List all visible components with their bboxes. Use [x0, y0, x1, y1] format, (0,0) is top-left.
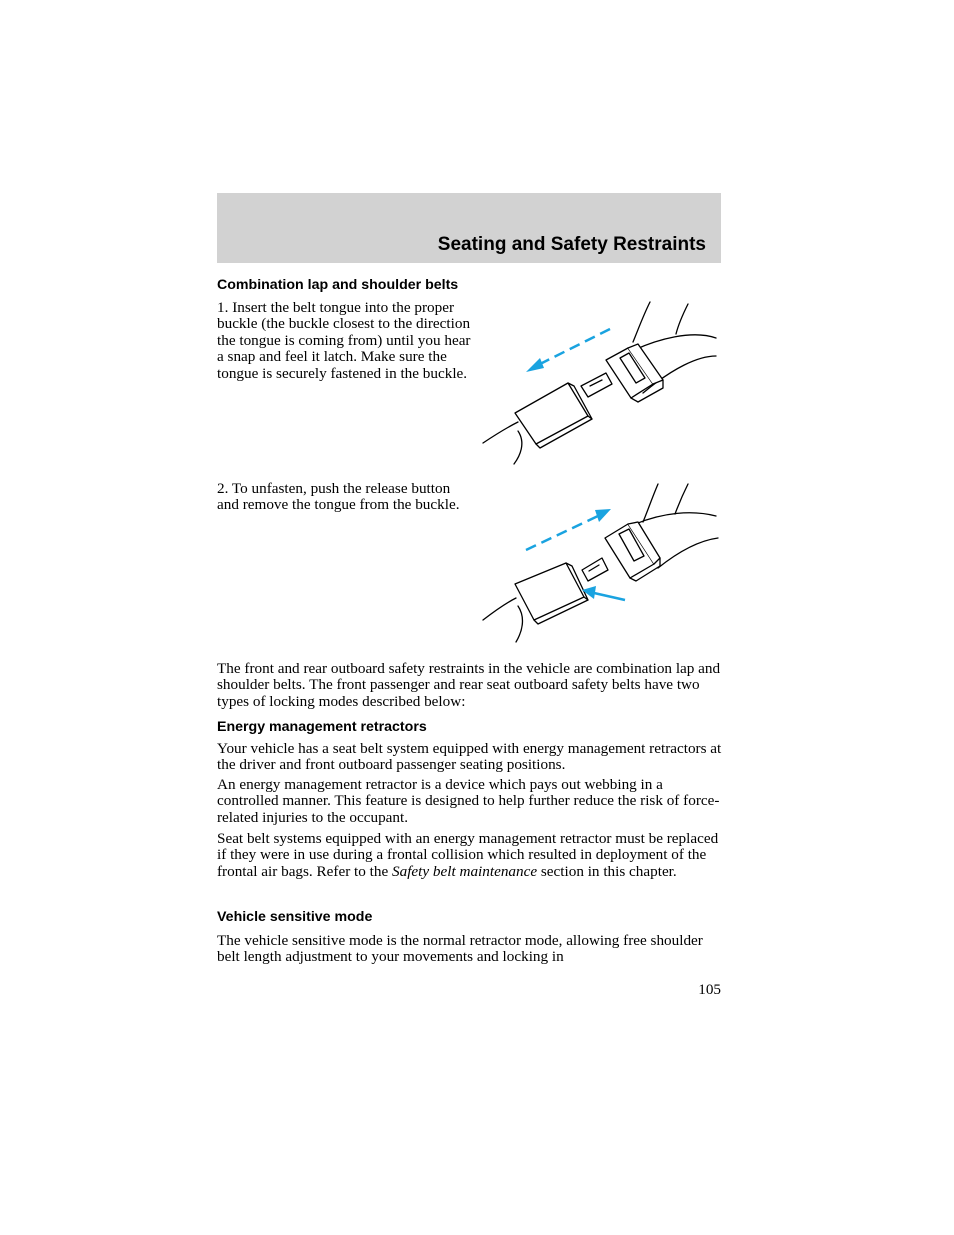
section-title: Seating and Safety Restraints: [437, 234, 706, 255]
page-number: 105: [698, 981, 721, 998]
locking-modes-intro: The front and rear outboard safety restraints in the vehicle are combination lap and shoulder belts. The front passenger and rear seat outboard safety belts have two types of locking modes described below:: [217, 660, 721, 710]
energy-paragraph-2: An energy management retractor is a device which pays out webbing in a controlled manner. This feature is designed to help further reduce the risk of force-related injuries to the occupant.: [217, 776, 720, 826]
energy-paragraph-3-start: Seat belt systems equipped with an energy management retractor must be replaced if they were in use during a frontal collision which resulted in deployment of the frontal air bags. Refer to the: [217, 830, 719, 880]
energy-paragraph-3: [217, 831, 727, 880]
unfasten-belt-illustration: [478, 480, 723, 650]
energy-paragraph-1: Your vehicle has a seat belt system equipped with energy management retractors at the driver and front outboard passenger seating positions.: [217, 740, 722, 774]
unfasten-step-text: 2. To unfasten, push the release button and remove the tongue from the buckle.: [217, 480, 460, 514]
energy-paragraph-3-end: section in this chapter.: [537, 862, 677, 880]
vehicle-sensitive-heading: Vehicle sensitive mode: [217, 909, 373, 925]
combination-belts-heading: Combination lap and shoulder belts: [217, 277, 459, 293]
section-header-band: [217, 193, 721, 263]
fasten-belt-illustration: [478, 298, 723, 468]
fasten-step-text: 1. Insert the belt tongue into the proper buckle (the buckle closest to the direction the tongue is coming from) until you hear a snap and feel it latch. Make sure the tongue is securely fastened in the buckle.: [217, 299, 471, 382]
vehicle-sensitive-paragraph: The vehicle sensitive mode is the normal retractor mode, allowing free shoulder belt length adjustment to your movements and locking in: [217, 932, 703, 966]
energy-management-heading: Energy management retractors: [217, 719, 427, 735]
safety-belt-maintenance-reference: Safety belt maintenance: [392, 862, 538, 880]
